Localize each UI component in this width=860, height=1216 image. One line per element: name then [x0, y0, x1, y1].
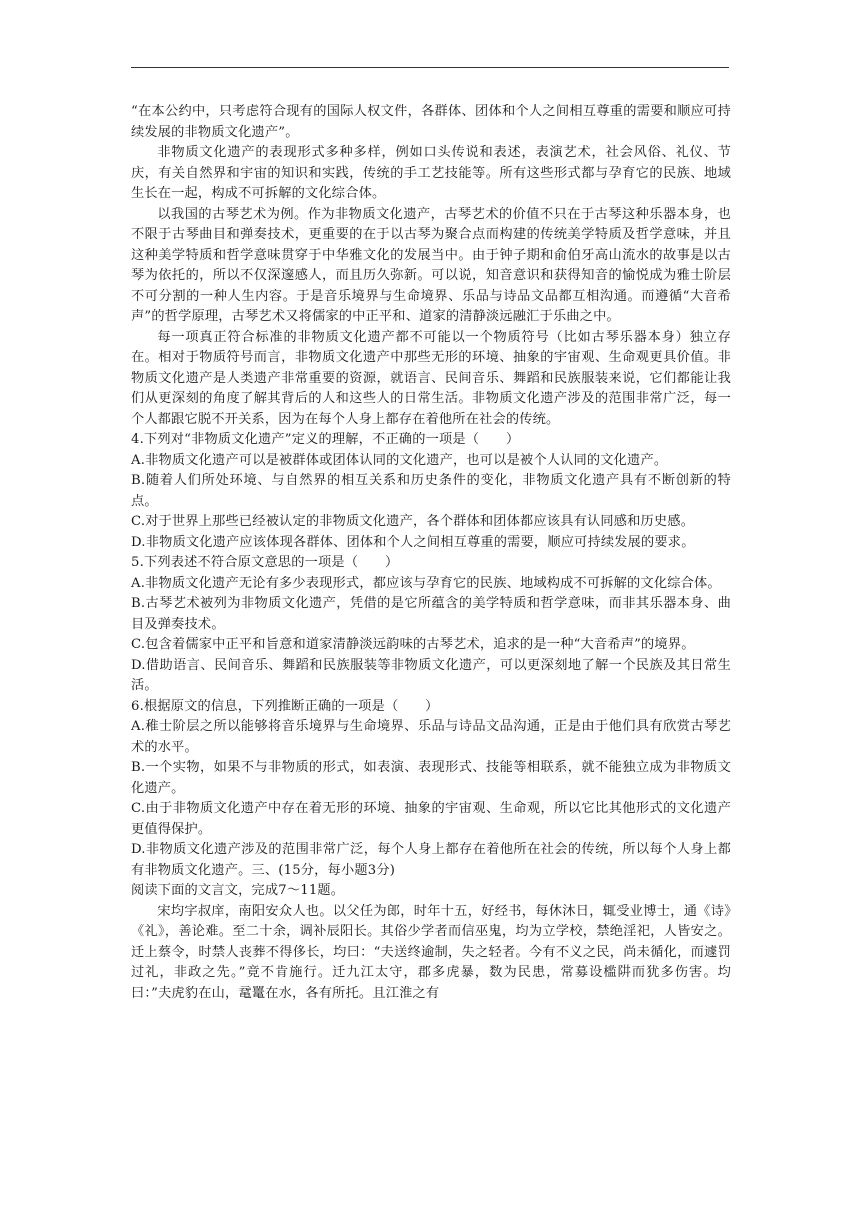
question-6-option-c: C.由于非物质文化遗产中存在着无形的环境、抽象的宇宙观、生命观，所以它比其他形式的文化遗产更值得保护。	[131, 801, 731, 837]
passage-paragraph-1: “在本公约中，只考虑符合现有的国际人权文件，各群体、团体和个人之间相互尊重的需要和顺应可持续发展的非物质文化遗产”。	[131, 104, 731, 140]
passage-paragraph-3: 以我国的古琴艺术为例。作为非物质文化遗产，古琴艺术的价值不只在于古琴这种乐器本身，也不限于古琴曲目和弹奏技术，更重要的在于以古琴为聚合点而构建的传统美学特质及哲学意味，并且这种美学特质和哲学意味贯穿于中华雅文化的发展当中。由于钟子期和俞伯牙高山流水的故事是以古琴为依托的，所以不仅深邃感人，而且历久弥新。可以说，知音意识和获得知音的愉悦成为雅士阶层不可分割的一种人生内容。于是音乐境界与生命境界、乐品与诗品文品都互相沟通。而遵循“大音希声”的哲学原理，古琴艺术又将儒家的中正平和、道家的清静淡远融汇于乐曲之中。	[131, 206, 731, 324]
question-4-option-d: D.非物质文化遗产应该体现各群体、团体和个人之间相互尊重的需要，顺应可持续发展的要求。	[131, 534, 695, 550]
question-4-option-b: B.随着人们所处环境、与自然界的相互关系和历史条件的变化，非物质文化遗产具有不断创新的特点。	[131, 473, 731, 509]
question-6-option-d: D.非物质文化遗产涉及的范围非常广泛，每个人身上都存在着他所在社会的传统，所以每个人身上都有非物质文化遗产。三、(15分，每小题3分)	[131, 842, 731, 878]
question-5-option-a: A.非物质文化遗产无论有多少表现形式，都应该与孕育它的民族、地域构成不可拆解的文化综合体。	[131, 575, 721, 591]
question-5-option-d: D.借助语言、民间音乐、舞蹈和民族服装等非物质文化遗产，可以更深刻地了解一个民族及其日常生活。	[131, 657, 731, 693]
section-intro: 阅读下面的文言文，完成7～11题。	[131, 883, 345, 898]
passage-paragraph-4: 每一项真正符合标准的非物质文化遗产都不可能以一个物质符号（比如古琴乐器本身）独立存在。相对于物质符号而言，非物质文化遗产中那些无形的环境、抽象的宇宙观、生命观更具价值。非物质文化遗产是人类遗产非常重要的资源，就语言、民间音乐、舞蹈和民族服装来说，它们都能让我们从更深刻的角度了解其背后的人和这些人的日常生活。非物质文化遗产涉及的范围非常广泛，每一个人都跟它脱不开关系，因为在每个人身上都存在着他所在社会的传统。	[131, 329, 731, 427]
question-5-option-c: C.包含着儒家中正平和旨意和道家清静淡远韵味的古琴艺术，追求的是一种“大音希声”的境界。	[131, 637, 695, 652]
question-4-option-a: A.非物质文化遗产可以是被群体或团体认同的文化遗产，也可以是被个人认同的文化遗产。	[131, 452, 668, 468]
question-6-option-a: A.稚士阶层之所以能够将音乐境界与生命境界、乐品与诗品文品沟通，正是由于他们具有欣赏古琴艺术的水平。	[131, 719, 731, 755]
passage-paragraph-2: 非物质文化遗产的表现形式多种多样，例如口头传说和表述，表演艺术，社会风俗、礼仪、节庆，有关自然界和宇宙的知识和实践，传统的手工艺技能等。所有这些形式都与孕育它的民族、地域生长在一起，构成不可拆解的文化综合体。	[131, 145, 731, 201]
question-5-stem: 5.下列表述不符合原文意思的一项是（ ）	[131, 555, 399, 570]
question-5-option-b: B.古琴艺术被列为非物质文化遗产，凭借的是它所蕴含的美学特质和哲学意味，而非其乐器本身、曲目及弹奏技术。	[131, 596, 731, 632]
question-6-option-b: B.一个实物，如果不与非物质的形式，如表演、表现形式、技能等相联系，就不能独立成为非物质文化遗产。	[131, 760, 731, 796]
question-6-stem: 6.根据原文的信息，下列推断正确的一项是（ ）	[131, 698, 439, 714]
classical-text: 宋均字叔庠，南阳安众人也。以父任为郎，时年十五，好经书，每休沐日，辄受业博士，通《诗》《礼》，善论难。至二十余，调补辰阳长。其俗少学者而信巫鬼，均为立学校，禁绝淫祀，人皆安之。迁上蔡令，时禁人丧葬不得侈长，均曰：“夫送终逾制，失之轻者。今有不义之民，尚未循化，而遽罚过礼，非政之先。”竟不肯施行。迁九江太守，郡多虎暴，数为民患，常募设槛阱而犹多伤害。均曰：”夫虎豹在山，鼋鼍在水，各有所托。且江淮之有	[131, 903, 731, 1001]
document-body	[131, 102, 731, 1004]
header-rule	[131, 67, 729, 68]
question-4-option-c: C.对于世界上那些已经被认定的非物质文化遗产，各个群体和团体都应该具有认同感和历史感。	[131, 514, 695, 529]
question-4-stem: 4.下列对“非物质文化遗产”定义的理解，不正确的一项是（ ）	[131, 432, 520, 447]
